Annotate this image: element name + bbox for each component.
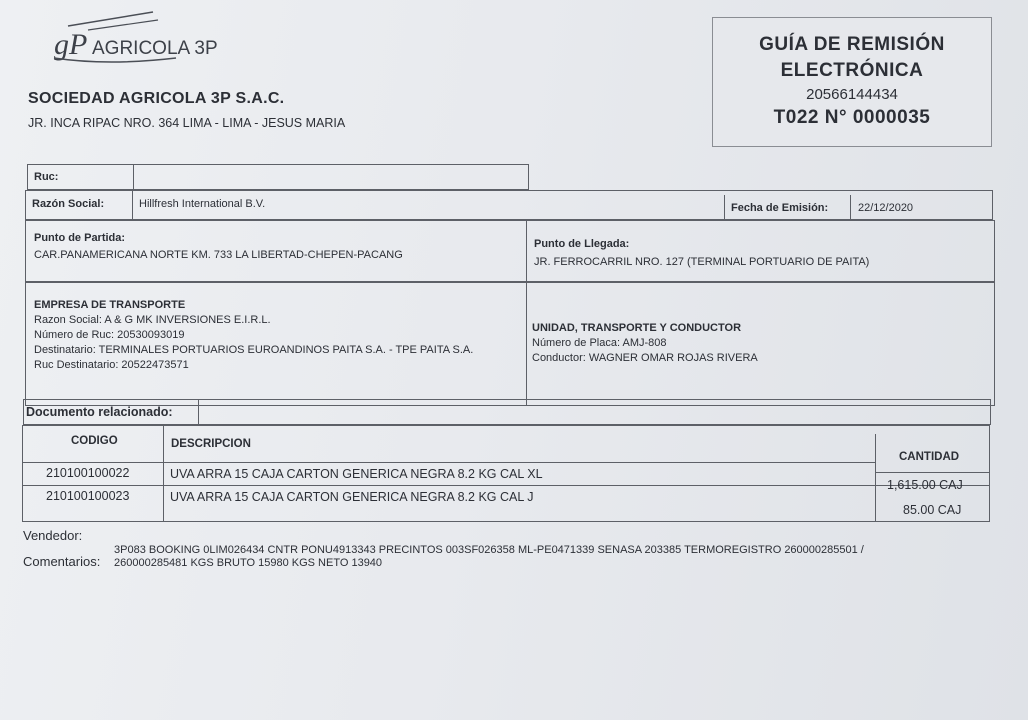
- svg-text:AGRICOLA 3P: AGRICOLA 3P: [92, 38, 218, 59]
- company-address: JR. INCA RIPAC NRO. 364 LIMA - LIMA - JESUS MARIA: [28, 116, 346, 130]
- divider: [526, 221, 527, 281]
- empresa-transporte-block: [34, 298, 473, 373]
- divider: [132, 191, 133, 219]
- divider: [724, 195, 725, 219]
- razon-social-label: Razón Social:: [32, 198, 105, 210]
- unidad-transporte-block: [532, 321, 758, 366]
- items-table: [22, 425, 990, 522]
- divider: [23, 462, 875, 463]
- header-descripcion: DESCRIPCION: [171, 438, 251, 450]
- document-title-line2: ELECTRÓNICA: [780, 60, 924, 81]
- divider: [163, 426, 164, 521]
- document-title-box: [712, 17, 992, 147]
- vendedor-label: Vendedor:: [23, 528, 83, 543]
- row-descripcion: UVA ARRA 15 CAJA CARTON GENERICA NEGRA 8.2 KG CAL XL: [170, 467, 543, 481]
- empresa-transporte-label: EMPRESA DE TRANSPORTE: [34, 299, 186, 311]
- divider: [526, 283, 527, 405]
- document-ruc: 20566144434: [806, 86, 898, 103]
- ruc-label: Ruc:: [34, 171, 59, 183]
- document-title-line1: GUÍA DE REMISIÓN: [759, 34, 945, 55]
- comentarios-line2: 260000285481 KGS BRUTO 15980 KGS NETO 13940: [114, 557, 383, 569]
- documento-relacionado-label: Documento relacionado:: [26, 405, 173, 419]
- divider: [198, 400, 199, 424]
- transporte-ruc-destinatario: Ruc Destinatario: 20522473571: [34, 359, 189, 371]
- ruc-row: [27, 164, 529, 190]
- conductor: Conductor: WAGNER OMAR ROJAS RIVERA: [532, 352, 758, 364]
- unidad-transporte-label: UNIDAD, TRANSPORTE Y CONDUCTOR: [532, 322, 742, 334]
- document-title: [713, 32, 991, 84]
- divider: [875, 472, 989, 473]
- punto-llegada-label: Punto de Llegada:: [534, 238, 630, 250]
- header-codigo: CODIGO: [71, 435, 118, 447]
- punto-llegada-value: JR. FERROCARRIL NRO. 127 (TERMINAL PORTUARIO DE PAITA): [534, 256, 870, 268]
- punto-partida-label: Punto de Partida:: [34, 232, 126, 244]
- header-cantidad: CANTIDAD: [899, 451, 960, 463]
- row-cantidad: 1,615.00 CAJ: [887, 478, 963, 492]
- comentarios-label: Comentarios:: [23, 554, 101, 569]
- divider: [23, 485, 989, 486]
- comentarios-line1: 3P083 BOOKING 0LIM026434 CNTR PONU4913343 PRECINTOS 003SF026358 ML-PE0471339 SENASA 203385 TERMOREGISTRO 260000285501 /: [114, 544, 864, 556]
- document-number: T022 N° 0000035: [773, 107, 931, 128]
- razon-social-row: [25, 190, 993, 220]
- fecha-emision-value: 22/12/2020: [858, 202, 914, 214]
- row-cantidad: 85.00 CAJ: [903, 503, 962, 517]
- documento-relacionado-row: [23, 399, 991, 425]
- fecha-emision-label: Fecha de Emisión:: [731, 202, 829, 214]
- numero-placa: Número de Placa: AMJ-808: [532, 337, 667, 349]
- divider: [133, 165, 134, 189]
- transporte-destinatario: Destinatario: TERMINALES PORTUARIOS EUROANDINOS PAITA S.A. - TPE PAITA S.A.: [34, 344, 474, 356]
- transporte-razon-social: Razon Social: A & G MK INVERSIONES E.I.R.L.: [34, 314, 271, 326]
- razon-social-value: Hillfresh International B.V.: [139, 198, 266, 210]
- row-descripcion: UVA ARRA 15 CAJA CARTON GENERICA NEGRA 8.2 KG CAL J: [170, 490, 534, 504]
- company-logo: [48, 8, 238, 70]
- row-codigo: 210100100022: [46, 466, 130, 480]
- transporte-ruc: Número de Ruc: 20530093019: [34, 329, 185, 341]
- punto-partida-value: CAR.PANAMERICANA NORTE KM. 733 LA LIBERTAD-CHEPEN-PACANG: [34, 249, 403, 261]
- company-logo-icon: [48, 8, 238, 70]
- svg-text:gP: gP: [54, 28, 88, 61]
- divider: [875, 434, 876, 521]
- divider: [850, 195, 851, 219]
- company-name: SOCIEDAD AGRICOLA 3P S.A.C.: [28, 90, 285, 107]
- transport-section: [25, 282, 995, 406]
- row-codigo: 210100100023: [46, 489, 130, 503]
- route-section: [25, 220, 995, 282]
